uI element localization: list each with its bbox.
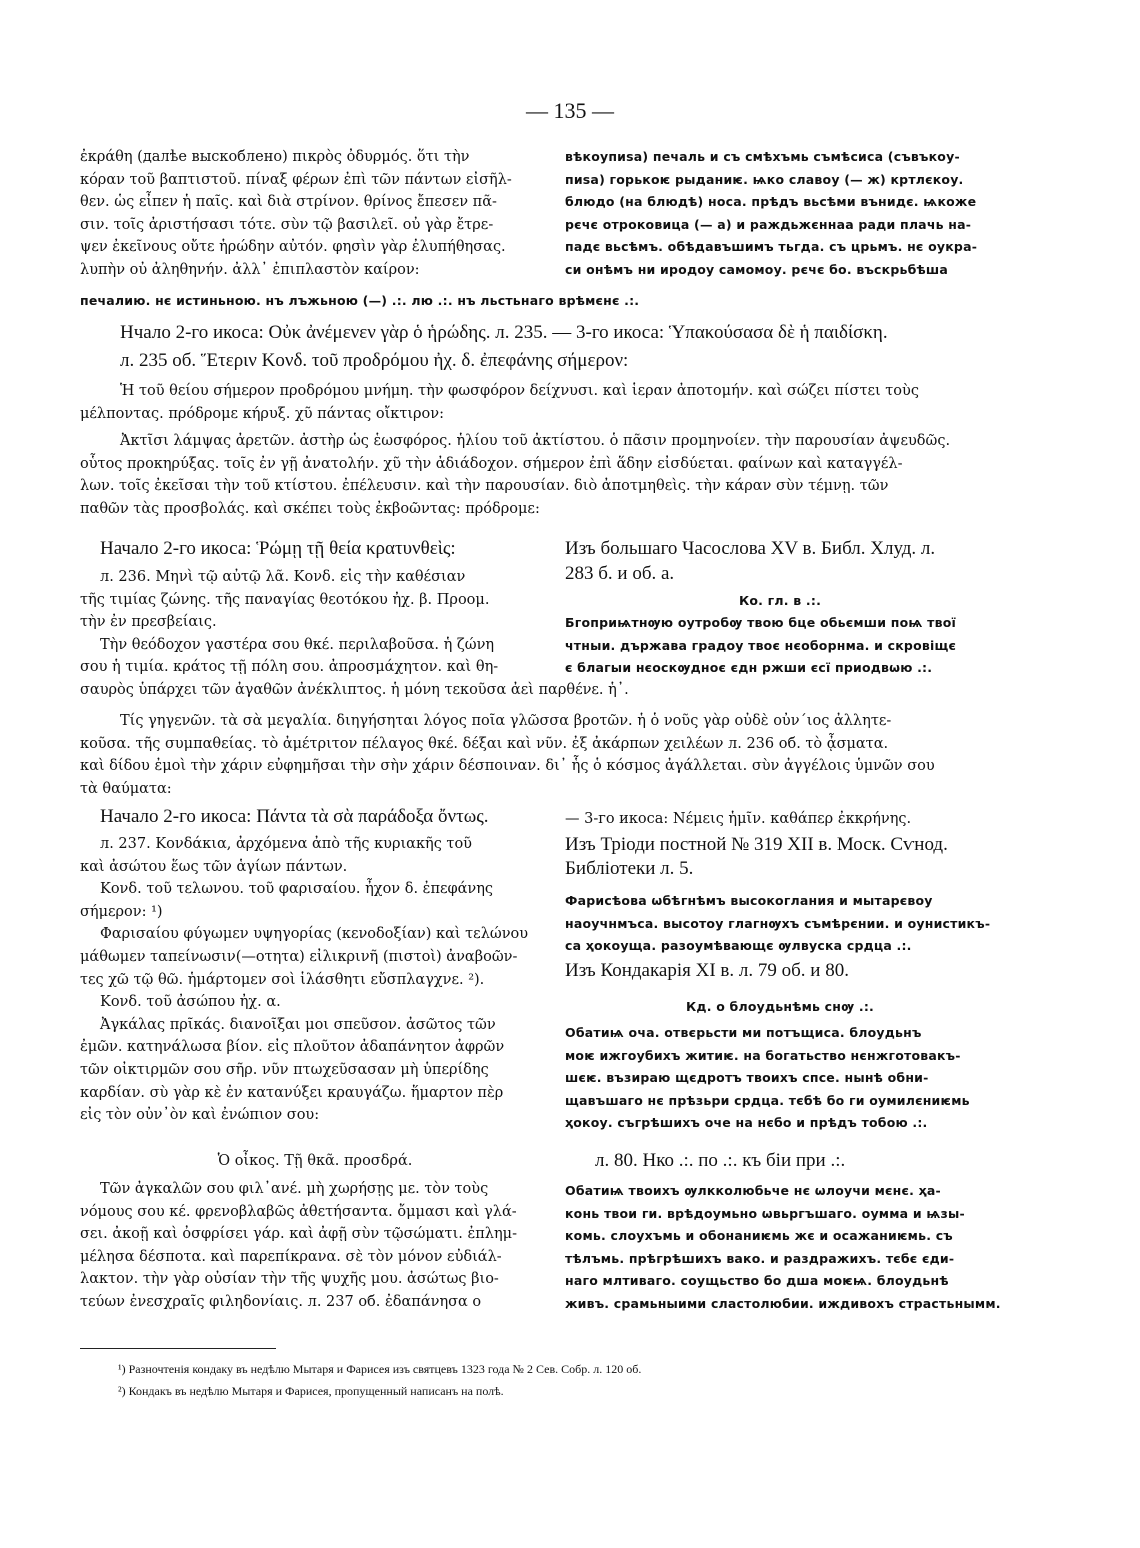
text-line: ҳокоу. съгрѣшихъ оче на нєбо и прѣдъ тобою .:.	[565, 1115, 928, 1131]
text-line: σου ἡ τιμία. κράτος τῇ πόλη σου. ἀπροσμάχητον. καὶ θη-	[80, 659, 499, 676]
text-line: τῆς τιμίας ζώνης. τῆς παναγίας θεοτόκου ἠχ. β. Προομ.	[80, 591, 490, 608]
footnote-rule	[80, 1348, 276, 1349]
source-heading-2b: Библіотеки л. 5.	[565, 858, 694, 879]
ikos-heading-3b: — 3-го икоса: Νέμεις ἡμῖν. καθάπερ ἐκκρήνης.	[565, 811, 912, 827]
ikos-heading: Нчало 2-го икоса: Οὐκ ἀνέμενεν γὰρ ὁ ἡρώδης. л. 235. — 3-го икоса: Ὑπακούσασα δὲ ἡ παιδίσκη.	[120, 322, 888, 343]
kondak-text	[80, 380, 919, 425]
page-number: — 135 —	[526, 98, 614, 123]
folio-line: л. 80. Нко .:. по .:. къ біи при .:.	[595, 1150, 846, 1171]
ikos-heading-2: Начало 2-го икоса: Ῥώμῃ τῇ θεία κρατυνθεὶς:	[100, 538, 456, 559]
ikos-text	[80, 430, 950, 520]
source-heading-2: Изъ Тріоди постной № 319 XII в. Моск. Сѵнод.	[565, 834, 948, 855]
text-line: σήμερον: ¹)	[80, 903, 163, 920]
text-line: κοῦσα. τῆς συμπαθείας. τὸ ἀμέτριτον πέλαγος θκέ. δέξαι καὶ νῦν. ἐξ ἀκάρπων χειλέων л. 236 об. τὸ ᾆσματα.	[80, 735, 889, 752]
text-line: εἰς τὸν οὐν᾽ὸν καὶ ἐνώπιον σου:	[80, 1107, 320, 1124]
kondak-heading: л. 235 об. Ἕτεριν Κονδ. τοῦ προδρόμου ἠχ. δ. ἐπεφάνης σήμερον:	[120, 350, 629, 371]
footnote-2: ²) Кондакъ въ недѣлю Мытаря и Фарисея, пропущенный написанъ на полѣ.	[118, 1384, 504, 1398]
text-line: Бгоприѩтнѹю оутробѹ твою бце обьємши поѩ твої	[565, 615, 956, 630]
text-line: живъ. срамьныими сластолюбии. иждивохъ страстьнымм.	[565, 1295, 1001, 1311]
text-line: моѥ ижгоубихъ житиѥ. на богатьство нєнжготовакъ-	[565, 1047, 961, 1063]
slavonic-column-lower	[565, 890, 990, 958]
text-line: ἐκράθη (далѣе выскоблено) πικρὸς ὀδυρμός. ὅτι τὴν	[80, 149, 470, 165]
kondak-tone-label: Ко. гл. в .:.	[738, 593, 822, 608]
text-line: τες χῶ τῷ θῶ. ἡμάρτομεν σοὶ ἱλάσθητι εὔσπλαγχνε. ²).	[80, 971, 485, 988]
text-line: ψεν ἐκεῖνους οὔτε ἡρώδην αὐτόν. φησὶν γὰρ ἐλυπήθησας.	[80, 239, 506, 256]
text-line: л. 237. Κονδάκια, ἀρχόμενα ἀπὸ τῆς κυριακῆς τοῦ	[100, 836, 472, 852]
text-line: λων. τοῖς ἐκεῖσαι τὴν τοῦ κτίστου. ἐπέλευσιν. καὶ τὴν παρουσίαν. διὸ ἀποτμηθεὶς. τὴν κάραν σὺν τέμνῃ. τῶν	[80, 478, 889, 495]
text-line: Ἀγκάλας πρῖκάς. διανοῖξαι μοι σπεῦσον. ἀσῶτος τῶν	[100, 1016, 496, 1033]
text-line: вѣкоупиѕа) печаль и съ смѣхъмь съмѣсиса (съвъкоу-	[565, 149, 960, 164]
text-line: шєѥ. възираю щєдротъ твоихъ спсе. нынѣ обни-	[565, 1070, 929, 1086]
text-line: νόμους σου κέ. φρενοβλαβῶς ἀθετήσαντα. ὄμμασι καὶ γλά-	[80, 1203, 517, 1220]
text-line: л. 236. Μηνὶ τῷ αὐτῷ λᾶ. Κονδ. εἰς τὴν καθέσιαν	[100, 569, 466, 585]
text-line: Κονδ. τοῦ τελωνου. τοῦ φαρισαίου. ἦχον δ. ἐπεφάνης	[100, 881, 494, 898]
text-line: Обатиѩ твоихъ ѹлкколюбьче нє ѡлоучи мєнє. ҳа-	[565, 1183, 941, 1198]
text-line: щавъшаго нє прѣзьри срдца. тєбѣ бо ги оумилєниѥмь	[565, 1092, 970, 1108]
source-heading-1b: 283 б. и об. а.	[565, 563, 675, 584]
source-heading-1: Изъ большаго Часослова XV в. Библ. Хлуд. л.	[565, 538, 936, 559]
greek-column-lower	[80, 833, 528, 1127]
text-line: μάθωμεν ταπείνωσιν(—οτητα) εἰλικρινῆ (πιστοὶ) ἀναβοῶν-	[80, 948, 518, 965]
ikos-text-2	[80, 710, 935, 800]
slavonic-full-line: печалию. нє истиньною. нъ лъжьною (—) .:. лю .:. нъ льстьнаго врѣмєнє .:.	[80, 293, 640, 308]
text-line: μέλησα δέσποτα. καὶ παρεπίκρανα. σὲ τὸν μόνον εὐδιάλ-	[80, 1248, 502, 1265]
text-line: καὶ δίδου ἐμοὶ τὴν χάριν εὐφημῆσαι τὴν σὴν χάριν δέσποιναν. δι᾽ ἧς ὁ κόσμος ἀγάλλεται. σὺν ἀγγέλοις ὑμνῶν σου	[80, 758, 935, 775]
slavonic-column-kondak	[565, 1022, 970, 1135]
oikos-label: Ὁ οἶκος. Τῇ θκᾶ. προσδρά.	[217, 1153, 413, 1169]
source-heading-3: Изъ Кондакарія XI в. л. 79 об. и 80.	[565, 960, 849, 981]
text-line: λακτον. τὴν γὰρ οὐσίαν τὴν τῆς ψυχῆς μου. ἀσώτως βιο-	[80, 1271, 499, 1288]
slavonic-column-top	[565, 146, 977, 282]
text-line: τῶν οἰκτιρμῶν σου σῆρ. νῦν πτωχεῦσασαν μὴ ὑπερίδης	[80, 1061, 489, 1078]
text-line: Φαρισαίου φύγωμεν υψηγορίας (κενοδοξίαν) καὶ τελώνου	[100, 926, 529, 943]
text-line: καὶ ἀσώτου ἕως τῶν ἁγίων πάντων.	[80, 858, 348, 875]
text-line: σαυρὸς ὑπάρχει τῶν ἀγαθῶν ἀνέκλιπτος. ἡ μόνη τεκοῦσα ἀεὶ παρθένε. ἡ᾽.	[80, 681, 629, 698]
text-line: тѣлъмь. прѣгрѣшихъ вако. и раздражихъ. тєбє єди-	[565, 1250, 955, 1266]
text-line: οὗτος προκηρύξας. τοῖς ἐν γῇ ἀνατολήν. χῦ τὴν ἀδιάδοχον. σήμερον ἐπὶ ἅδην εἰσδύεται. φαίνων καὶ καταγγέλ-	[80, 455, 903, 472]
text-line: τὰ θαύματα:	[80, 780, 172, 797]
text-line: наоучнмъса. высотоу глагнѹхъ съмѣрєнии. и оунистикъ-	[565, 915, 991, 931]
text-line: Ἀκτῖσι λάμψας ἀρετῶν. ἀστὴρ ὡς ἑωσφόρος. ἡλίου τοῦ ἀκτίστου. ὁ πᾶσιν προμηνοίεν. τὴν παρουσίαν ἀψευδῶς.	[120, 433, 951, 449]
text-line: Τίς γηγενῶν. τὰ σὰ μεγαλία. διηγήσηται λόγος ποῖα γλῶσσα βροτῶν. ἡ ὁ νοῦς γὰρ οὐδὲ οὐν´ιος ἀλλητε-	[120, 713, 892, 729]
text-line: са ҳокоуща. разоумѣвающє ѹлвуска срдца .:.	[565, 938, 912, 954]
text-line: τὴν ἐν πρεσβείαις.	[80, 614, 217, 631]
text-line: Τὴν θεόδοχον γαστέρα σου θκέ. περιλαβοῦσα. ἡ ζώνη	[100, 636, 495, 653]
ikos-heading-3: Начало 2-го икоса: Πάντα τὰ σὰ παράδοξα ὄντως.	[100, 806, 489, 827]
text-line: Обатиѩ оча. отвєрьсти ми потъщиса. блоудьнъ	[565, 1025, 922, 1040]
kondak-title-label: Кд. о блоудьнѣмь снѹ .:.	[685, 999, 874, 1014]
text-line: є благыи нєоскѹдноє єдн ржши єсї приодвѡю .:.	[565, 660, 933, 676]
greek-column-top	[80, 146, 512, 282]
slavonic-column-middle	[565, 612, 956, 680]
text-line: θεν. ὡς εἶπεν ἡ παῖς. καὶ διὰ στρίνον. θρίνος ἔπεσεν πᾶ-	[80, 194, 497, 211]
text-line: τεύων ἐνεσχραῖς φιληδονίαις. л. 237 об. ἐδαπάνησα ο	[80, 1293, 482, 1310]
text-line: комь. слоухъмь и обонаниѥмь жє и осажаниѥмь. съ	[565, 1228, 953, 1244]
text-line: Τῶν ἀγκαλῶν σου φιλ᾽ανέ. μὴ χωρήσῃς με. τὸν τοὺς	[100, 1181, 489, 1197]
text-line: чтныи. държава градоу твоє нєоборнма. и скровіщє	[565, 637, 957, 653]
text-line: ἐμῶν. κατηνάλωσα βίον. εἰς πλοῦτον ἀδαπάνητον ἀφρῶν	[80, 1039, 505, 1056]
greek-column-middle	[80, 566, 629, 702]
greek-column-bottom	[80, 1178, 517, 1314]
text-line: Фарисѣова ѡбѣгнѣмъ высокоглания и мытарєвоу	[565, 893, 933, 908]
text-line: пиѕа) горькоѥ рыданиѥ. ѩко славоу (— ж) кртлєкоу.	[565, 171, 964, 187]
text-line: παθῶν τὰς προσβολάς. καὶ σκέπει τοὺς ἐκβοῶντας: πρόδρομε:	[80, 500, 540, 517]
text-line: рєчє отроковица (— а) и раждьжєннаа ради плачь на-	[565, 216, 972, 232]
text-line: σιν. τοῖς ἀριστήσασι τότε. σὺν τῷ βασιλεῖ. οὐ γὰρ ἔτρε-	[80, 216, 494, 233]
text-line: падє вьсѣмъ. обѣдавъшимъ тьгда. съ црьмъ. нє оукра-	[565, 239, 978, 255]
text-line: Κονδ. τοῦ ἀσώπου ἠχ. α.	[100, 994, 281, 1011]
text-line: σει. ἀκοῇ καὶ ὀσφρίσει γάρ. καὶ ἀφῇ σὺν τῷσώματι. ἐπλημ-	[80, 1226, 517, 1243]
text-line: конь твои ги. врѣдоумьно ѡвьргъшаго. оумма и ѩзы-	[565, 1205, 965, 1221]
text-line: μέλποντας. πρόδρομε κήρυξ. χῦ πάντας οἴκτιρον:	[80, 405, 444, 422]
text-line: блюдо (на блюдѣ) носа. прѣдъ вьсѣми вънидє. ѩкоже	[565, 194, 977, 210]
text-line: καρδίαν. σὺ γὰρ κὲ ἐν κατανύξει κραυγάζω. ἥμαρτον πὲρ	[80, 1084, 504, 1101]
text-line: λυπὴν οὐ ἀληθηνήν. ἀλλ᾽ ἐπιπλαστὸν καίρον:	[80, 261, 420, 278]
text-line: наго млтиваго. соущьство бо дша моѥѩ. блоудьнѣ	[565, 1273, 949, 1289]
text-line: си онѣмъ ни иродоу самомоу. рєчє бо. въскрьбѣша	[565, 261, 949, 277]
text-line: Ἡ τοῦ θείου σήμερον προδρόμου μνήμη. τὴν φωσφόρον δείχνυσι. καὶ ἱεραν ἀποτομήν. καὶ σώζει πίστει τοὺς	[120, 383, 919, 399]
footnote-1: ¹) Разночтенія кондаку въ недѣлю Мытаря и Фарисея изъ святцевъ 1323 года № 2 Сев. Собр. л. 120 об.	[118, 1362, 642, 1376]
slavonic-column-ikos	[565, 1180, 1001, 1316]
text-line: κόραν τοῦ βαπτιστοῦ. πίναξ φέρων ἐπὶ τῶν πάντων εἰσῆλ-	[80, 171, 512, 188]
